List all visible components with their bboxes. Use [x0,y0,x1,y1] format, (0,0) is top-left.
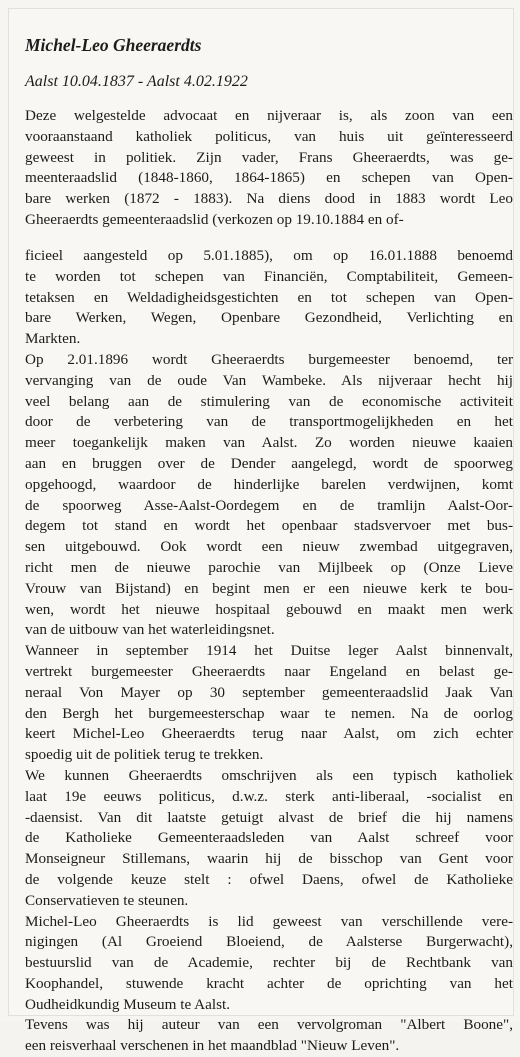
text-line: Deze welgestelde advocaat en nijveraar is, als zoon van een [25,107,513,124]
text-line: Gheeraerdts gemeenteraadslid (verkozen op 19.10.1884 en of- [25,210,404,228]
text-line: van de uitbouw van het waterleidingsnet. [25,621,275,639]
text-line: den Bergh het burgemeesterschap waar te nemen. Na de oorlog [25,704,513,722]
text-line: richt men de nieuwe parochie van Mijlbeek op (Onze Lieve [25,558,513,576]
text-line: te worden tot schepen van Financiën, Comptabiliteit, Gemeen- [25,267,513,285]
text-line: bestuurslid van de Academie, rechter bij de Rechtbank van [25,954,513,972]
text-line: Oudheidkundig Museum te Aalst. [25,995,231,1013]
text-line: neraal Von Mayer op 30 september gemeenteraadslid Jaak Van [25,683,513,701]
text-line: bare Werken, Wegen, Openbare Gezondheid, Verlichting en [25,309,513,327]
text-line: bare werken (1872 - 1883). Na diens dood in 1883 wordt Leo [25,190,513,208]
text-line: vervanging van de oude Van Wambeke. Als nijveraar hecht hij [25,371,513,389]
text-line: wen, wordt het nieuwe hospitaal gebouwd en maakt men werk [25,600,513,618]
text-line: een reisverhaal verschenen in het maandblad "Nieuw Leven". [25,1037,400,1055]
text-line: meenteraadslid (1848-1860, 1864-1865) en schepen van Open- [25,169,513,187]
text-line: vertrekt burgemeester Gheeraerdts naar Engeland en belast ge- [25,662,513,680]
text-line: veel belang aan de stimulering van de economische activiteit [25,392,513,410]
life-dates: Aalst 10.04.1837 - Aalst 4.02.1922 [25,73,248,90]
text-line: Markten. [25,330,81,348]
text-line: tetaksen en Weldadigheidsgestichten en tot schepen van Open- [25,288,513,306]
page-break-gap [9,219,520,243]
text-line: We kunnen Gheeraerdts omschrijven als een typisch katholiek [25,766,513,784]
text-line: Michel-Leo Gheeraerdts is lid geweest van verschillende vere- [25,912,513,930]
text-line: opgehoogd, waardoor de hinderlijke barelen verdwijnen, komt [25,475,513,493]
text-line: de spoorweg Asse-Aalst-Oordegem en de tramlijn Aalst-Oor- [25,496,513,514]
text-line: door de verbetering van de transportmogelijkheden en het [25,413,513,431]
page-title: Michel-Leo Gheeraerdts [25,35,202,55]
scanned-sheet [8,8,514,1055]
text-line: geweest in politiek. Zijn vader, Frans Gheeraerdts, was ge- [25,148,513,166]
text-line: Op 2.01.1896 wordt Gheeraerdts burgemeester benoemd, ter [25,350,513,368]
text-line: sen uitgebouwd. Ook wordt een nieuw zwembad uitgegraven, [25,538,513,556]
text-line: -daensist. Van dit laatste getuigt alvast de brief die hij namens [25,808,513,826]
text-line: de volgende keuze stelt : ofwel Daens, ofwel de Katholieke [25,870,513,888]
text-line: Wanneer in september 1914 het Duitse leger Aalst binnenvalt, [25,642,513,660]
text-line: degem tot stand en wordt het openbaar stadsvervoer met bus- [25,517,513,535]
text-line: laat 19e eeuws politicus, d.w.z. sterk anti-liberaal, -socialist en [25,787,513,805]
text-line: Vrouw van Bijstand) en begint men er een nieuwe kerk te bou- [25,579,513,597]
text-line: keert Michel-Leo Gheeraerdts terug naar Aalst, om zich echter [25,725,513,743]
text-line: vooraanstaand katholiek politicus, van huis uit geïnteresseerd [25,127,513,145]
text-line: nigingen (Al Groeiend Bloeiend, de Aalsterse Burgerwacht), [25,933,513,951]
text-line: Koophandel, stuwende kracht achter de oprichting van het [25,974,513,992]
text-line: spoedig uit de politiek terug te trekken. [25,746,264,764]
text-line: meer toegankelijk maken van Aalst. Zo worden nieuwe kaaien [25,434,513,452]
text-line: Tevens was hij auteur van een vervolgroman "Albert Boone", [25,1016,513,1034]
text-line: ficieel aangesteld op 5.01.1885), om op 16.01.1888 benoemd [25,247,513,264]
text-line: aan en bruggen over de Dender aangelegd, wordt de spoorweg [25,454,513,472]
text-line: de Katholieke Gemeenteraadsleden van Aalst schreef voor [25,829,513,847]
text-line: Monseigneur Stillemans, waarin hij de bisschop van Gent voor [25,850,513,868]
text-line: Conservatieven te steunen. [25,891,189,909]
paragraph-block-2 [25,246,513,1055]
